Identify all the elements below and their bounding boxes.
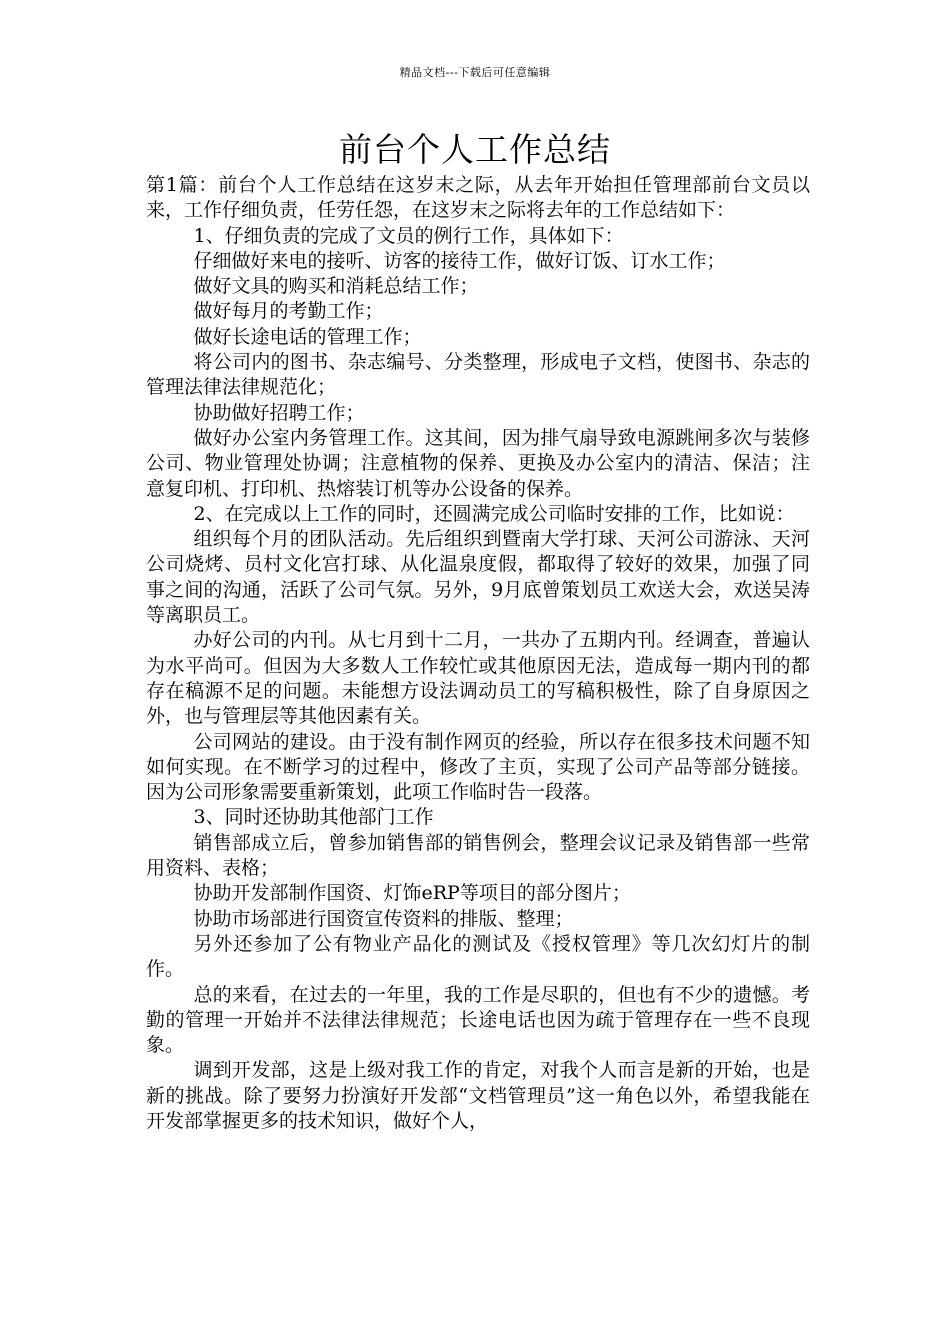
paragraph: 协助做好招聘工作； — [193, 401, 365, 424]
page-header: 精品文档---下载后可任意编辑 — [399, 66, 551, 79]
paragraph: 做好办公室内务管理工作。这其间，因为排气扇导致电源跳闸多次与装修公司、物业管理处协调；注意植物的保养、更换及办公室内的清洁、保洁；注意复印机、打印机、热熔装订机等办公设备的保养。 — [146, 426, 810, 500]
document-body — [146, 173, 810, 1134]
paragraph: 做好每月的考勤工作； — [193, 300, 384, 323]
paragraph-intro: 第1篇：前台个人工作总结在这岁末之际，从去年开始担任管理部前台文员以来，工作仔细负责，任劳任怨，在这岁末之际将去年的工作总结如下： — [146, 174, 810, 222]
paragraph: 销售部成立后，曾参加销售部的销售例会，整理会议记录及销售部一些常用资料、表格； — [146, 831, 810, 880]
paragraph-closing: 调到开发部，这是上级对我工作的肯定，对我个人而言是新的开始，也是新的挑战。除了要努力扮演好开发部“文档管理员”这一角色以外，希望我能在开发部掌握更多的技术知识，做好个人， — [146, 1059, 810, 1132]
paragraph: 组织每个月的团队活动。先后组织到暨南大学打球、天河公司游泳、天河公司烧烤、员村文化宫打球、从化温泉度假，都取得了较好的效果，加强了同事之间的沟通，活跃了公司气氛。另外，9月底曾策划员工欢送大会，欢送吴涛等离职员工。 — [146, 528, 810, 627]
paragraph: 协助开发部制作国资、灯饰eRP等项目的部分图片； — [193, 882, 631, 905]
paragraph: 另外还参加了公有物业产品化的测试及《授权管理》等几次幻灯片的制作。 — [146, 932, 810, 981]
document-title: 前台个人工作总结 — [339, 130, 611, 169]
paragraph: 公司网站的建设。由于没有制作网页的经验，所以存在很多技术问题不知如何实现。在不断学习的过程中，修改了主页，实现了公司产品等部分链接。因为公司形象需要重新策划，此项工作临时告一段落。 — [146, 730, 810, 804]
paragraph: 协助市场部进行国资宣传资料的排版、整理； — [193, 907, 574, 930]
paragraph: 做好长途电话的管理工作； — [193, 325, 422, 348]
paragraph-section-2-heading: 2、在完成以上工作的同时，还圆满完成公司临时安排的工作，比如说： — [193, 502, 795, 525]
paragraph-section-1-heading: 1、仔细负责的完成了文员的例行工作，具体如下： — [193, 224, 624, 247]
paragraph: 将公司内的图书、杂志编号、分类整理，形成电子文档，使图书、杂志的管理法律法律规范化； — [146, 351, 810, 399]
paragraph: 做好文具的购买和消耗总结工作； — [193, 275, 479, 298]
paragraph: 办好公司的内刊。从七月到十二月，一共办了五期内刊。经调查，普遍认为水平尚可。但因为大多数人工作较忙或其他原因无法，造成每一期内刊的都存在稿源不足的问题。未能想方设法调动员工的写稿积极性，除了自身原因之外，也与管理层等其他因素有关。 — [146, 629, 810, 728]
paragraph-section-3-heading: 3、同时还协助其他部门工作 — [193, 806, 434, 829]
paragraph: 仔细做好来电的接听、访客的接待工作，做好订饭、订水工作； — [193, 249, 726, 272]
paragraph-summary: 总的来看，在过去的一年里，我的工作是尽职的，但也有不少的遗憾。考勤的管理一开始并不法律法律规范；长途电话也因为疏于管理存在一些不良现象。 — [146, 983, 810, 1057]
